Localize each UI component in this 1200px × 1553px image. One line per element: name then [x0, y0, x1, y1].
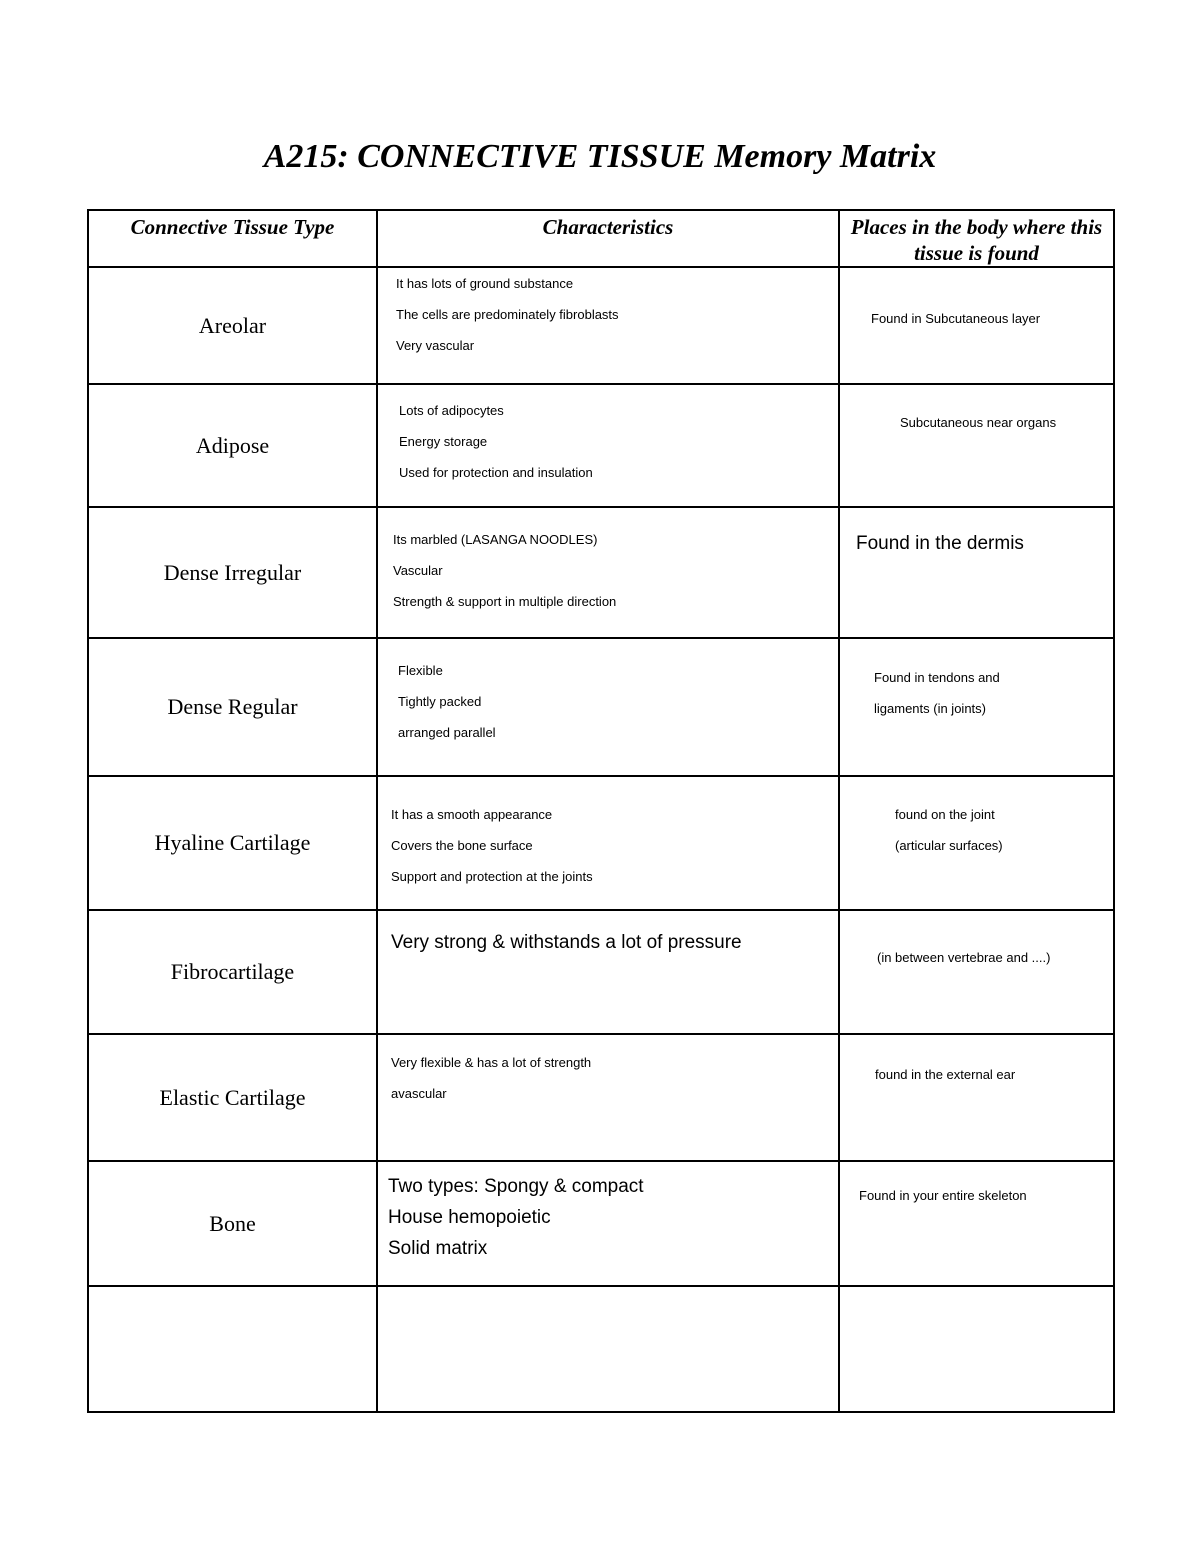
characteristic-line: Vascular: [393, 563, 443, 578]
tissue-type: Adipose: [88, 384, 377, 507]
tissue-type: Elastic Cartilage: [88, 1034, 377, 1161]
characteristics-cell: [377, 776, 839, 910]
tissue-type: Hyaline Cartilage: [88, 776, 377, 910]
characteristic-line: Support and protection at the joints: [391, 869, 593, 884]
characteristics-cell: [377, 507, 839, 638]
characteristics-cell: [377, 638, 839, 776]
tissue-type: Bone: [88, 1161, 377, 1286]
header-places: Places in the body where this tissue is found: [839, 210, 1114, 267]
characteristics-cell: [377, 384, 839, 507]
table-row-empty: [88, 1286, 1114, 1412]
places-cell: [839, 1161, 1114, 1286]
characteristic-line: Covers the bone surface: [391, 838, 533, 853]
table-row: [88, 638, 1114, 776]
characteristics-cell: [377, 1161, 839, 1286]
characteristic-line: Solid matrix: [388, 1238, 488, 1259]
place-line: ligaments (in joints): [874, 701, 986, 716]
table-row: [88, 910, 1114, 1034]
characteristics-cell: [377, 267, 839, 384]
table-row: [88, 384, 1114, 507]
characteristic-line: Tightly packed: [398, 694, 482, 709]
table-row: [88, 1034, 1114, 1161]
places-cell: [839, 267, 1114, 384]
table-row: [88, 507, 1114, 638]
places-cell: [839, 384, 1114, 507]
header-type: Connective Tissue Type: [88, 210, 377, 267]
characteristic-line: arranged parallel: [398, 725, 496, 740]
characteristic-line: It has a smooth appearance: [391, 807, 553, 822]
characteristic-line: It has lots of ground substance: [396, 276, 574, 291]
places-cell: [839, 638, 1114, 776]
table-header-row: [88, 210, 1114, 267]
places-cell: [839, 776, 1114, 910]
characteristic-line: House hemopoietic: [388, 1207, 551, 1228]
characteristic-line: Very flexible & has a lot of strength: [391, 1055, 592, 1070]
header-characteristics: Characteristics: [377, 210, 839, 267]
place-line: found in the external ear: [875, 1067, 1016, 1082]
characteristic-line: Flexible: [398, 663, 443, 678]
characteristic-line: The cells are predominately fibroblasts: [396, 307, 619, 322]
table-row: [88, 267, 1114, 384]
places-cell: [839, 910, 1114, 1034]
tissue-type: Dense Regular: [88, 638, 377, 776]
place-line: Found in your entire skeleton: [859, 1188, 1027, 1203]
characteristics-cell: [377, 910, 839, 1034]
table-row: [88, 776, 1114, 910]
places-cell: [839, 1286, 1114, 1412]
place-line: Subcutaneous near organs: [900, 415, 1057, 430]
place-line: (articular surfaces): [895, 838, 1003, 853]
characteristic-line: Two types: Spongy & compact: [388, 1176, 644, 1197]
place-line: (in between vertebrae and ....): [877, 950, 1051, 965]
tissue-type: Dense Irregular: [88, 507, 377, 638]
places-cell: [839, 507, 1114, 638]
place-line: found on the joint: [895, 807, 995, 822]
characteristic-line: Very vascular: [396, 338, 475, 353]
characteristic-line: Used for protection and insulation: [399, 465, 593, 480]
tissue-type: Fibrocartilage: [88, 910, 377, 1034]
places-cell: [839, 1034, 1114, 1161]
characteristic-line: Very strong & withstands a lot of pressure: [391, 932, 742, 953]
characteristic-line: Strength & support in multiple direction: [393, 594, 617, 609]
tissue-type: Areolar: [88, 267, 377, 384]
place-line: Found in the dermis: [856, 533, 1024, 554]
characteristic-line: Lots of adipocytes: [399, 403, 504, 418]
characteristic-line: Its marbled (LASANGA NOODLES): [393, 532, 598, 547]
place-line: Found in tendons and: [874, 670, 1000, 685]
tissue-type: [88, 1286, 377, 1412]
place-line: Found in Subcutaneous layer: [871, 311, 1041, 326]
characteristic-line: avascular: [391, 1086, 447, 1101]
characteristics-cell: [377, 1034, 839, 1161]
characteristic-line: Energy storage: [399, 434, 488, 449]
page-title: A215: CONNECTIVE TISSUE Memory Matrix: [263, 138, 937, 175]
memory-matrix-table: [87, 209, 1115, 1413]
characteristics-cell: [377, 1286, 839, 1412]
table-row: [88, 1161, 1114, 1286]
